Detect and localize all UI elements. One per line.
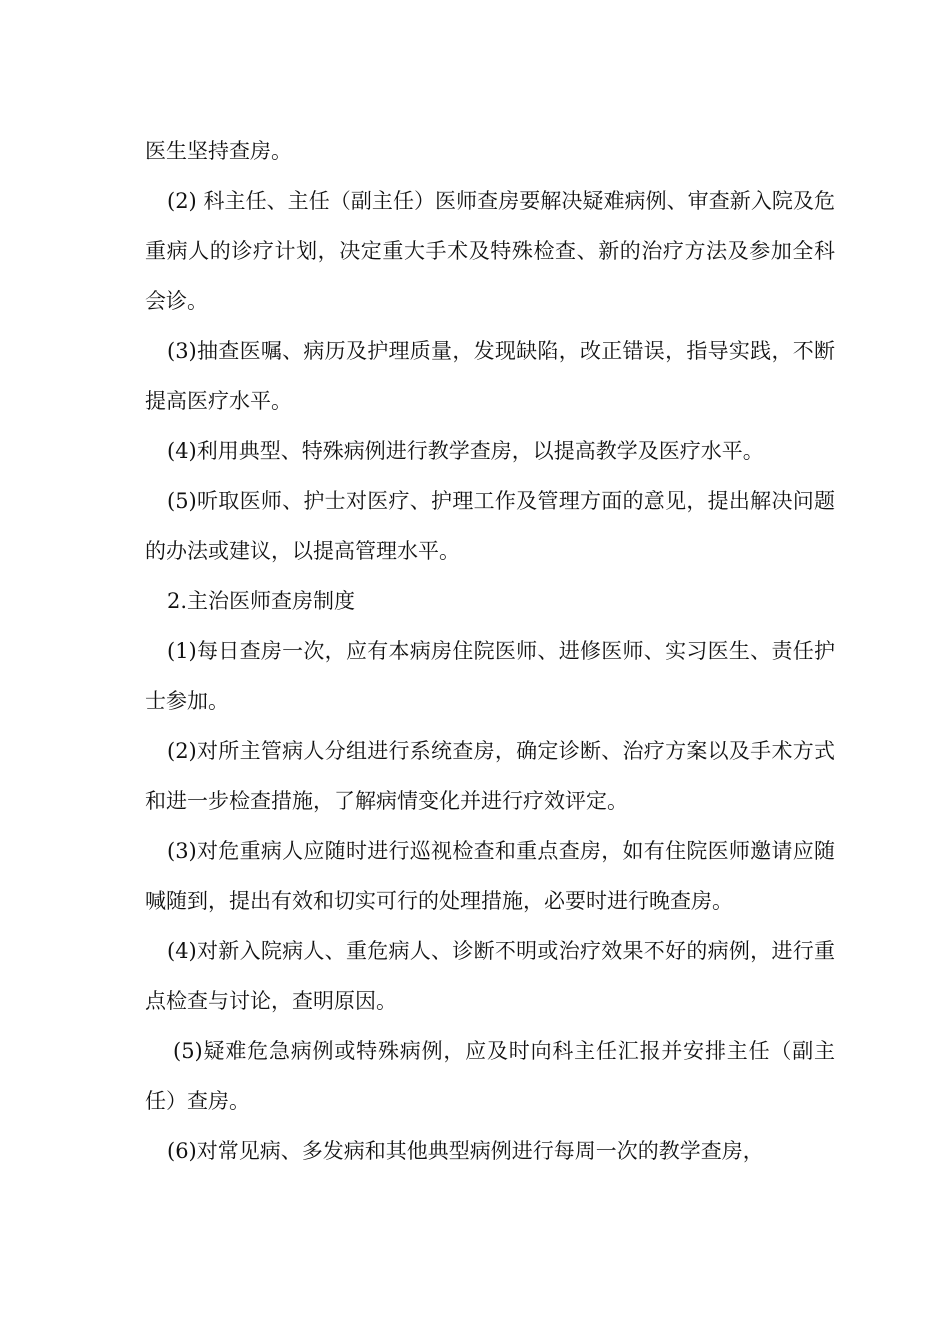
paragraph-attending-item-4: (4)对新入院病人、重危病人、诊断不明或治疗效果不好的病例，进行重点检查与讨论，查明原因。 (145, 939, 835, 1013)
document-body (145, 126, 835, 1176)
paragraph-attending-item-6: (6)对常见病、多发病和其他典型病例进行每周一次的教学查房， (167, 1139, 764, 1163)
paragraph-continuation: 医生坚持查房。 (145, 139, 292, 163)
paragraph-item-2: (2) 科主任、主任（副主任）医师查房要解决疑难病例、审查新入院及危重病人的诊疗计划，决定重大手术及特殊检查、新的治疗方法及参加全科会诊。 (145, 189, 835, 313)
paragraph-item-3: (3)抽查医嘱、病历及护理质量，发现缺陷，改正错误，指导实践，不断提高医疗水平。 (145, 339, 835, 413)
paragraph-item-4: (4)利用典型、特殊病例进行教学查房，以提高教学及医疗水平。 (167, 439, 764, 463)
paragraph-attending-item-5: (5)疑难危急病例或特殊病例，应及时向科主任汇报并安排主任（副主任）查房。 (145, 1039, 835, 1113)
paragraph-item-5: (5)听取医师、护士对医疗、护理工作及管理方面的意见，提出解决问题的办法或建议，以提高管理水平。 (145, 489, 835, 563)
paragraph-attending-item-3: (3)对危重病人应随时进行巡视检查和重点查房，如有住院医师邀请应随喊随到，提出有效和切实可行的处理措施，必要时进行晚查房。 (145, 839, 835, 913)
paragraph-attending-item-1: (1)每日查房一次，应有本病房住院医师、进修医师、实习医生、责任护士参加。 (145, 639, 835, 713)
section-heading-attending-rounds: 2.主治医师查房制度 (167, 589, 356, 613)
paragraph-attending-item-2: (2)对所主管病人分组进行系统查房，确定诊断、治疗方案以及手术方式和进一步检查措施，了解病情变化并进行疗效评定。 (145, 739, 835, 813)
